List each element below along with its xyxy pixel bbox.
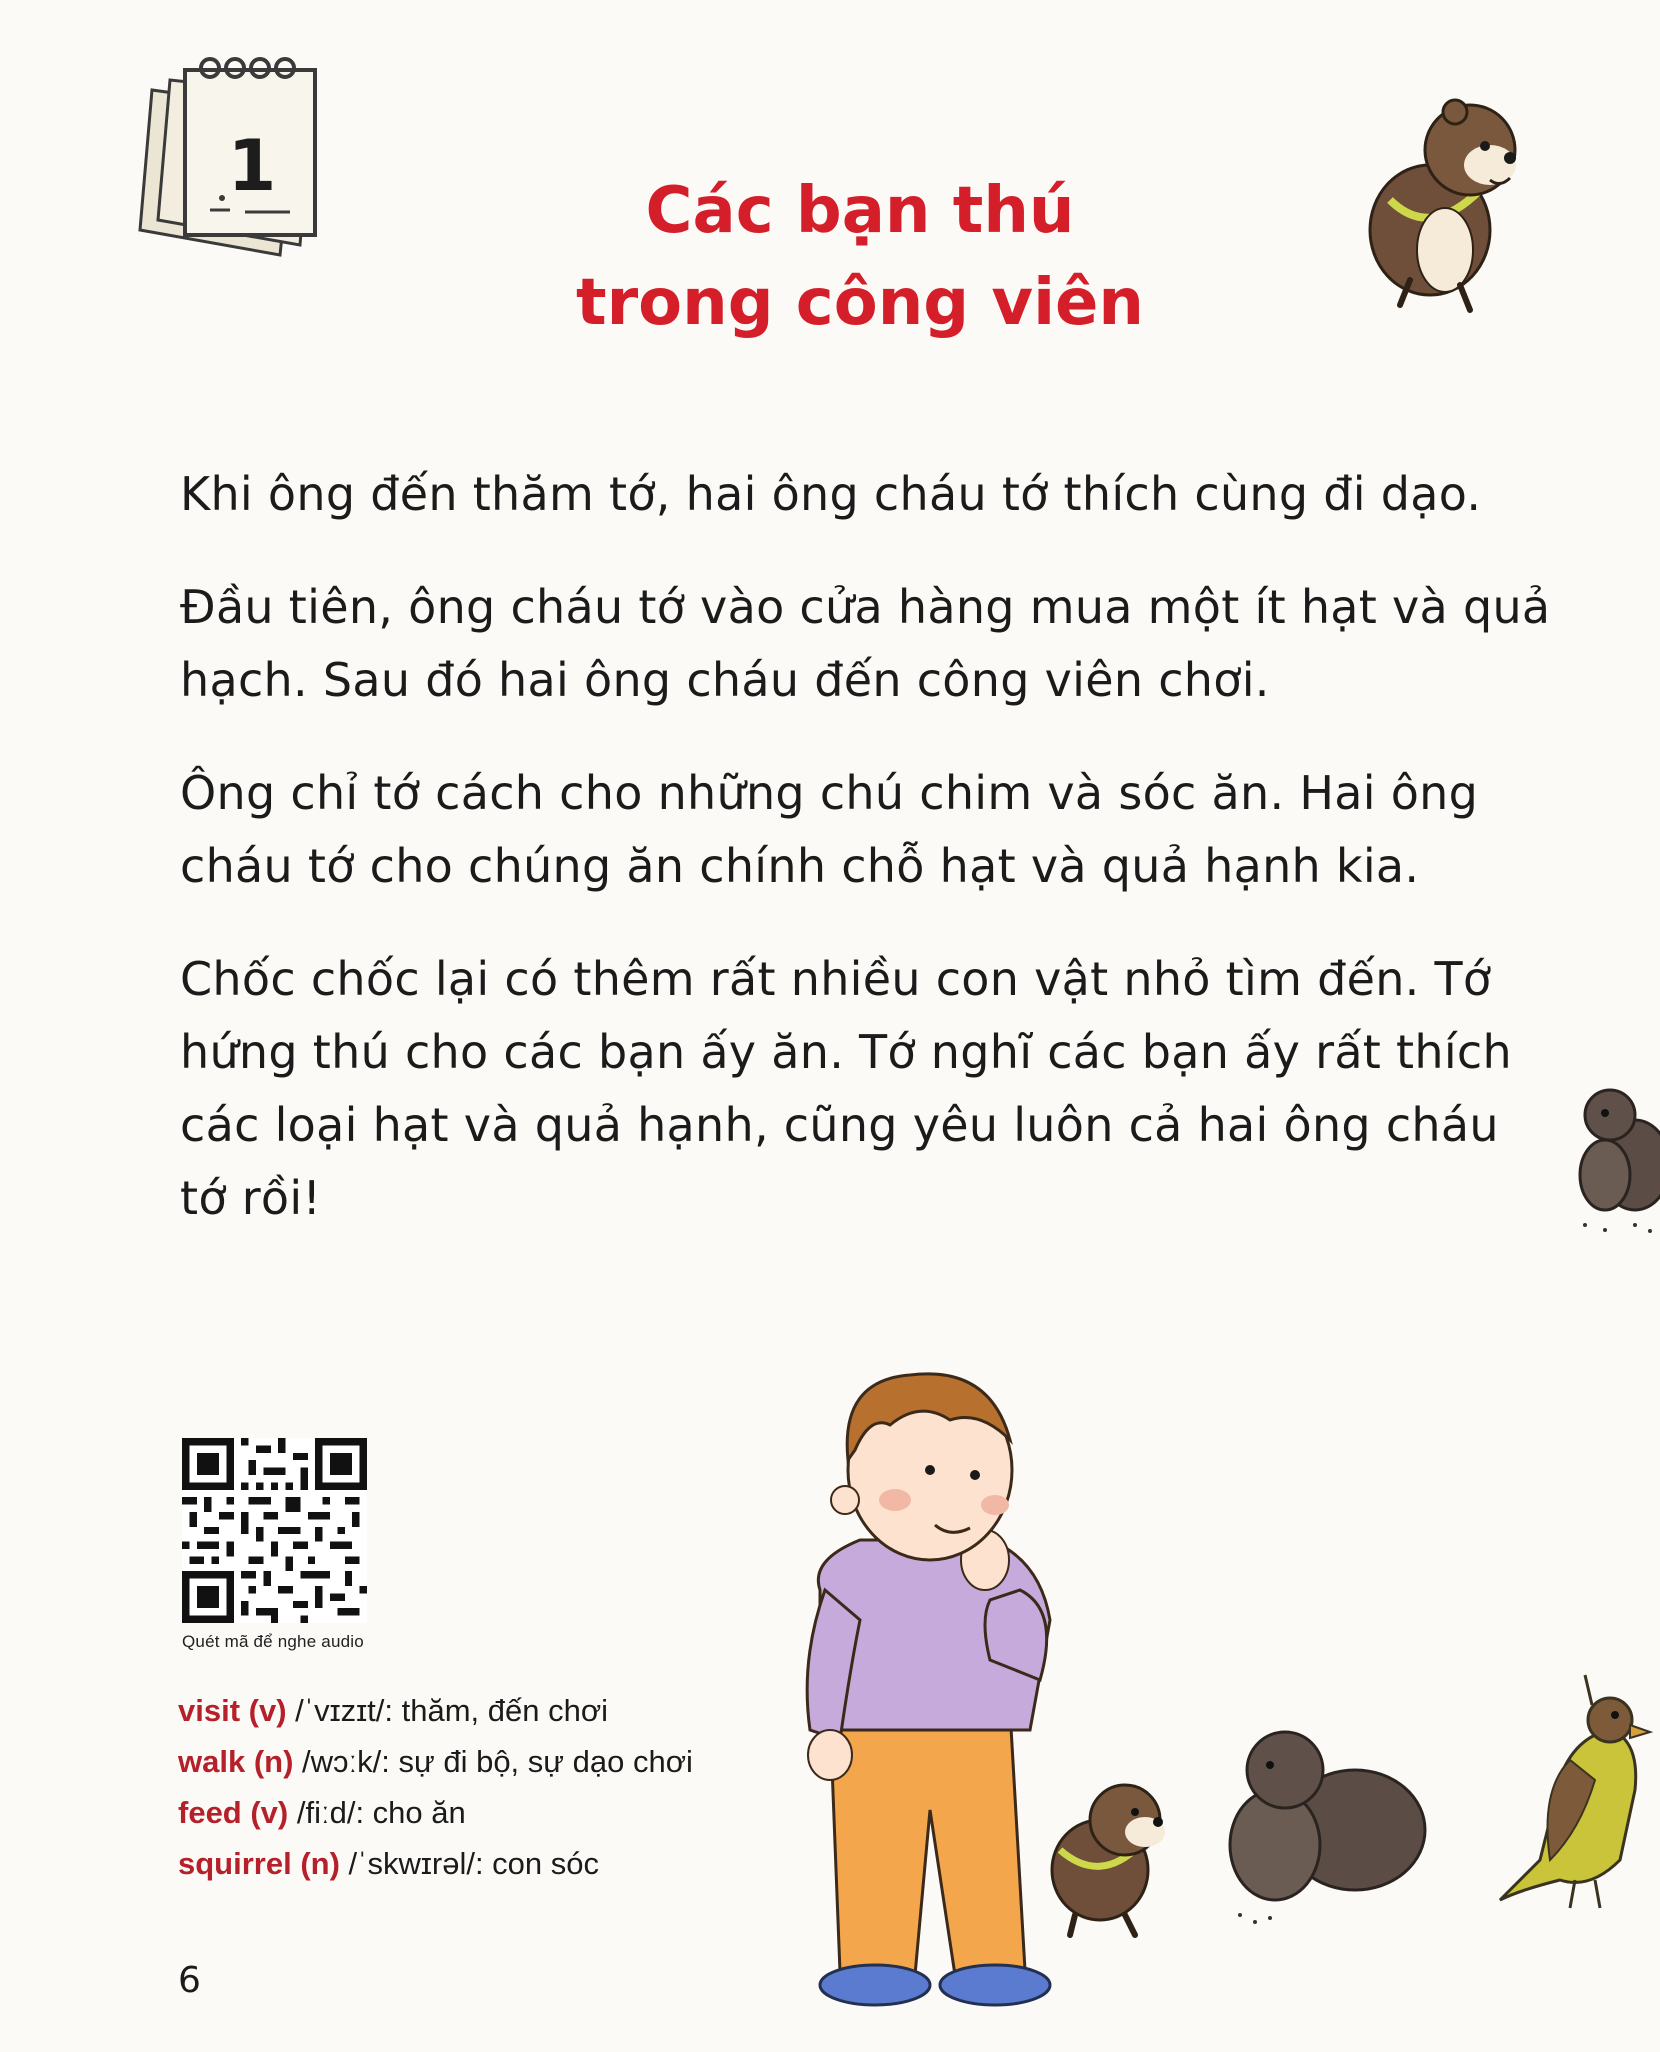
vocab-word: feed (v) [178,1795,289,1830]
boy-with-animals-illustration [780,1360,1660,2052]
vocabulary-list [178,1685,818,1889]
vocab-definition: /ˈvɪzɪt/: thăm, đến chơi [286,1693,609,1728]
vocab-item [178,1787,818,1838]
vocab-item [178,1838,818,1889]
qr-caption: Quét mã để nghe audio [182,1632,364,1651]
vocab-word: visit (v) [178,1693,287,1728]
squirrel-figure [1230,1732,1425,1924]
vocab-definition: /fiːd/: cho ăn [288,1795,466,1830]
calendar-day: 1 [227,125,277,207]
chipmunk-figure [1052,1785,1165,1935]
page-title [430,165,1290,349]
qr-code-icon[interactable] [182,1438,367,1623]
calendar-icon [130,50,330,260]
vocab-word: walk (n) [178,1744,294,1779]
vocab-word: squirrel (n) [178,1846,340,1881]
page-number: 6 [178,1960,201,2001]
title-line-2: trong công viên [576,266,1144,340]
story-paragraph-4: Chốc chốc lại có thêm rất nhiều con vật nhỏ tìm đến. Tớ hứng thú cho các bạn ấy ăn. Tớ nghĩ các bạn ấy rất thích các loại hạt và quả hạnh, cũng yêu luôn cả hai ông cháu tớ rồi! [180,952,1512,1225]
story-text [180,458,1560,1275]
story-paragraph-1: Khi ông đến thăm tớ, hai ông cháu tớ thích cùng đi dạo. [180,467,1482,521]
title-line-1: Các bạn thú [645,174,1075,248]
story-paragraph-2: Đầu tiên, ông cháu tớ vào cửa hàng mua một ít hạt và quả hạch. Sau đó hai ông cháu đến công viên chơi. [180,580,1551,707]
boy-figure [807,1374,1050,2005]
vocab-definition: /wɔːk/: sự đi bộ, sự dạo chơi [293,1744,693,1779]
bird-figure [1500,1675,1650,1908]
squirrel-illustration [1565,1075,1660,1235]
vocab-definition: /ˈskwɪrəl/: con sóc [339,1846,600,1881]
story-paragraph-3: Ông chỉ tớ cách cho những chú chim và sóc ăn. Hai ông cháu tớ cho chúng ăn chính chỗ hạt và quả hạnh kia. [180,766,1479,893]
vocab-item [178,1736,818,1787]
chipmunk-illustration [1340,80,1550,320]
vocab-item [178,1685,818,1736]
